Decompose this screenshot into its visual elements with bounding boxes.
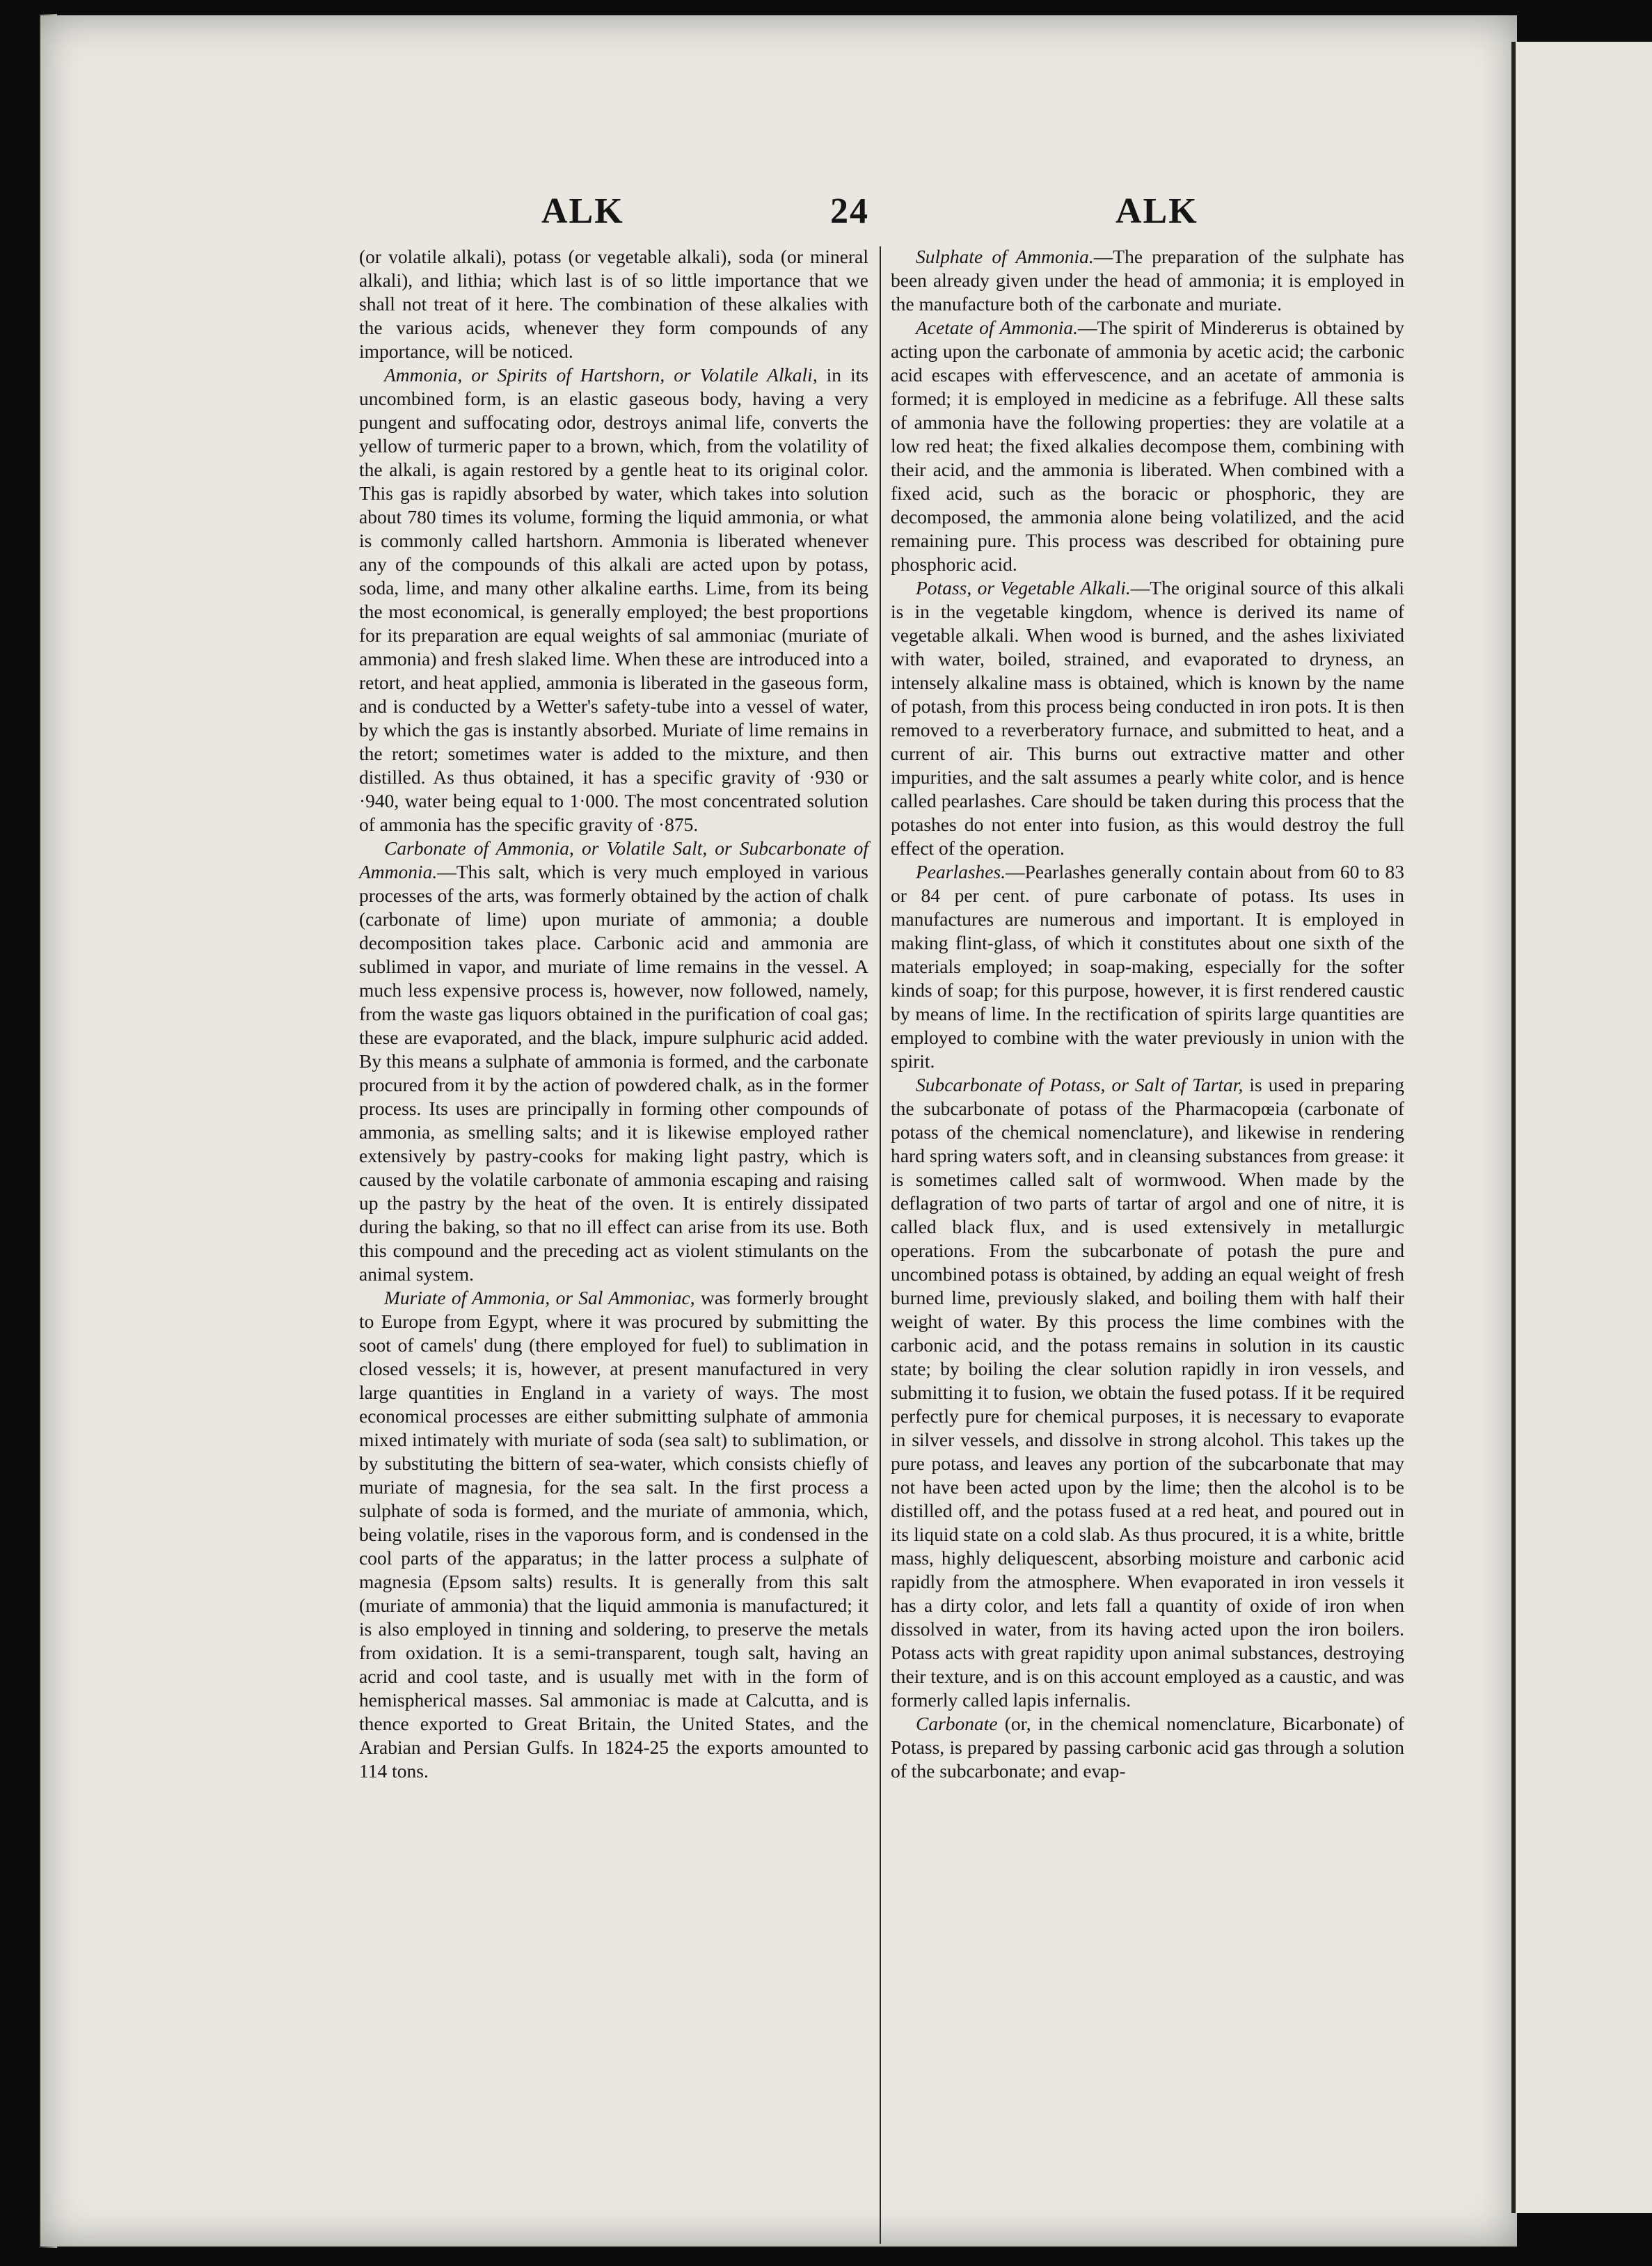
header-left-catchword: ALK <box>541 191 624 231</box>
left-column <box>359 245 868 1783</box>
paragraph <box>891 316 1404 576</box>
paragraph-heading: Sulphate of Ammonia. <box>916 246 1094 267</box>
column-rule <box>880 246 881 2244</box>
paragraph-text: —Pearlashes generally contain about from 60 to 83 or 84 per cent. of pure carbonate of potass. Its uses in manufactures are numerous and important. It is employed in making flint-glass, of which it constitutes about one sixth of the materials employed; in soap-making, especially for the softer kinds of soap; for this purpose, however, it is first rendered caustic by means of lime. In the rectification of spirits large quantities are employed to combine with the water previously in union with the spirit. <box>891 861 1404 1072</box>
paragraph <box>891 576 1404 860</box>
paragraph-text: —The original source of this alkali is in the vegetable kingdom, whence is derived its name of vegetable alkali. When wood is burned, and the ashes lixiviated with water, boiled, strained, and evaporated to dryness, an intensely alkaline mass is obtained, which is known by the name of potash, from this process being conducted in iron pots. It is then removed to a reverberatory furnace, and submitted to heat, and a current of air. This burns out extractive matter and other impurities, and the salt assumes a pearly white color, and is hence called pearlashes. Care should be taken during this process that the potashes do not enter into fusion, as this would destroy the full effect of the operation. <box>891 577 1404 859</box>
paragraph-heading: Ammonia, or Spirits of Hartshorn, or Volatile Alkali, <box>384 364 818 386</box>
right-column <box>891 245 1404 1783</box>
paragraph-heading: Carbonate of Ammonia, or Volatile Salt, or Subcarbonate of Ammonia. <box>359 837 868 882</box>
paragraph-heading: Muriate of Ammonia, or Sal Ammoniac, <box>384 1287 695 1308</box>
paragraph <box>359 363 868 837</box>
page-number: 24 <box>830 191 869 231</box>
book-page <box>40 15 1517 2247</box>
paragraph <box>891 1712 1404 1783</box>
paragraph-heading: Potass, or Vegetable Alkali. <box>916 577 1131 599</box>
paragraph-text: —The preparation of the sulphate has been already given under the head of ammonia; it is employed in the manufacture both of the carbonate and muriate. <box>891 246 1404 315</box>
paragraph-text: was formerly brought to Europe from Egypt, where it was procured by submitting the soot of camels' dung (there employed for fuel) to sublimation in closed vessels; it is, however, at present manufactured in very large quantities in England in a variety of ways. The most economical processes are either submitting sulphate of ammonia mixed intimately with muriate of soda (sea salt) to sublimation, or by substituting the bittern of sea-water, which consists chiefly of muriate of magnesia, for the sea salt. In the first process a sulphate of soda is formed, and the muriate of ammonia, which, being volatile, rises in the vaporous form, and is condensed in the cool parts of the apparatus; in the latter process a sulphate of magnesia (Epsom salts) results. It is generally from this salt (muriate of ammonia) that the liquid ammonia is manufactured; it is also employed in tinning and soldering, to preserve the metals from oxidation. It is a semi-transparent, tough salt, having an acrid and cool taste, and is usually met with in the form of hemispherical masses. Sal ammoniac is made at Calcutta, and is thence exported to Great Britain, the United States, and the Arabian and Persian Gulfs. In 1824-25 the exports amounted to 114 tons. <box>359 1287 869 1782</box>
paragraph-heading: Pearlashes. <box>916 861 1006 882</box>
paragraph-text: —This salt, which is very much employed in various processes of the arts, was formerly obtained by the action of chalk (carbonate of lime) upon muriate of ammonia; a double decomposition takes place. Carbonic acid and ammonia are sublimed in vapor, and muriate of lime remains in the vessel. A much less expensive process is, however, now followed, namely, from the waste gas liquors obtained in the purification of coal gas; these are evaporated, and the black, impure sulphuric acid added. By this means a sulphate of ammonia is formed, and the carbonate procured from it by the action of powdered chalk, as in the former process. Its uses are principally in forming other compounds of ammonia, as smelling salts; and it is likewise employed rather extensively by pastry-cooks for making light pastry, which is caused by the volatile carbonate of ammonia escaping and raising up the pastry by the heat of the oven. It is entirely dissipated during the baking, so that no ill effect can arise from its use. Both this compound and the preceding act as violent stimulants on the animal system. <box>359 861 868 1285</box>
running-head <box>40 191 1517 232</box>
paragraph <box>891 1073 1404 1712</box>
header-right-catchword: ALK <box>1115 191 1198 231</box>
paragraph <box>891 860 1404 1073</box>
paragraph-text: (or, in the chemical nomenclature, Bicarbonate) of Potass, is prepared by passing carbonic acid gas through a solution of the subcarbonate; and evap- <box>891 1713 1404 1782</box>
paragraph-text: is used in preparing the subcarbonate of potass of the Pharmacopœia (carbonate of potass of the chemical nomenclature), and likewise in rendering hard spring waters soft, and in cleansing substances from grease: it is sometimes called salt of wormwood. When made by the deflagration of two parts of tartar of argol and one of nitre, it is called black flux, and is used extensively in metallurgic operations. From the subcarbonate of potash the pure and uncombined potass is obtained, by adding an equal weight of fresh burned lime, previously slaked, and boiling them with half their weight of water. By this process the lime combines with the carbonic acid, and the potass remains in solution in its caustic state; by boiling the clear solution rapidly in iron vessels, and submitting it to fusion, we obtain the fused potass. If it be required perfectly pure for chemical purposes, it is necessary to evaporate in silver vessels, and dissolve in strong alcohol. This takes up the pure potass, and leaves any portion of the subcarbonate that may not have been acted upon by the lime; then the alcohol is to be distilled off, and the potass fused at a red heat, and poured out in its liquid state on a cold slab. As thus procured, it is a white, brittle mass, highly deliquescent, absorbing moisture and carbonic acid rapidly from the atmosphere. When evaporated in iron vessels it has a dirty color, and lets fall a quantity of oxide of iron when dissolved in water, from its having acted upon the iron boilers. Potass acts with great rapidity upon animal substances, destroying their texture, and is on this account employed as a caustic, and was formerly called lapis infernalis. <box>891 1074 1405 1711</box>
paragraph-text: (or volatile alkali), potass (or vegetable alkali), soda (or mineral alkali), and lithia; which last is of so little importance that we shall not treat of it here. The combination of these alkalies with the various acids, whenever they form compounds of any importance, will be noticed. <box>359 246 868 362</box>
paragraph-text: —The spirit of Mindererus is obtained by acting upon the carbonate of ammonia by acetic acid; the carbonic acid escapes with effervescence, and an acetate of ammonia is formed; it is employed in medicine as a febrifuge. All these salts of ammonia have the following properties: they are volatile at a low red heat; the fixed alkalies decompose them, combining with their acid, and the ammonia is liberated. When combined with a fixed acid, such as the boracic or phosphoric, they are decomposed, the ammonia alone being volatilized, and the acid remaining pure. This process was described for obtaining pure phosphoric acid. <box>891 317 1404 575</box>
paragraph-text: in its uncombined form, is an elastic gaseous body, having a very pungent and suffocating odor, destroys animal life, converts the yellow of turmeric paper to a brown, which, from the volatility of the alkali, is again restored by a gentle heat to its original color. This gas is rapidly absorbed by water, which takes into solution about 780 times its volume, forming the liquid ammonia, or what is commonly called hartshorn. Ammonia is liberated whenever any of the compounds of this alkali are acted upon by potass, soda, lime, and many other alkaline earths. Lime, from its being the most economical, is generally employed; the best proportions for its preparation are equal weights of sal ammoniac (muriate of ammonia) and fresh slaked lime. When these are introduced into a retort, and heat applied, ammonia is liberated in the gaseous form, and is conducted by a Wetter's safety-tube into a vessel of water, by which the gas is instantly absorbed. Muriate of lime remains in the retort; sometimes water is added to the mixture, and then distilled. As thus obtained, it has a specific gravity of ·930 or ·940, water being equal to 1·000. The most concentrated solution of ammonia has the specific gravity of ·875. <box>359 364 869 835</box>
paragraph <box>359 837 868 1286</box>
paragraph <box>359 245 868 363</box>
paragraph-heading: Subcarbonate of Potass, or Salt of Tartar, <box>916 1074 1244 1095</box>
paragraph <box>359 1286 868 1783</box>
paragraph-heading: Carbonate <box>916 1713 998 1734</box>
paragraph <box>891 245 1404 316</box>
adjacent-page-edge <box>1511 42 1652 2213</box>
paragraph-heading: Acetate of Ammonia. <box>916 317 1078 338</box>
